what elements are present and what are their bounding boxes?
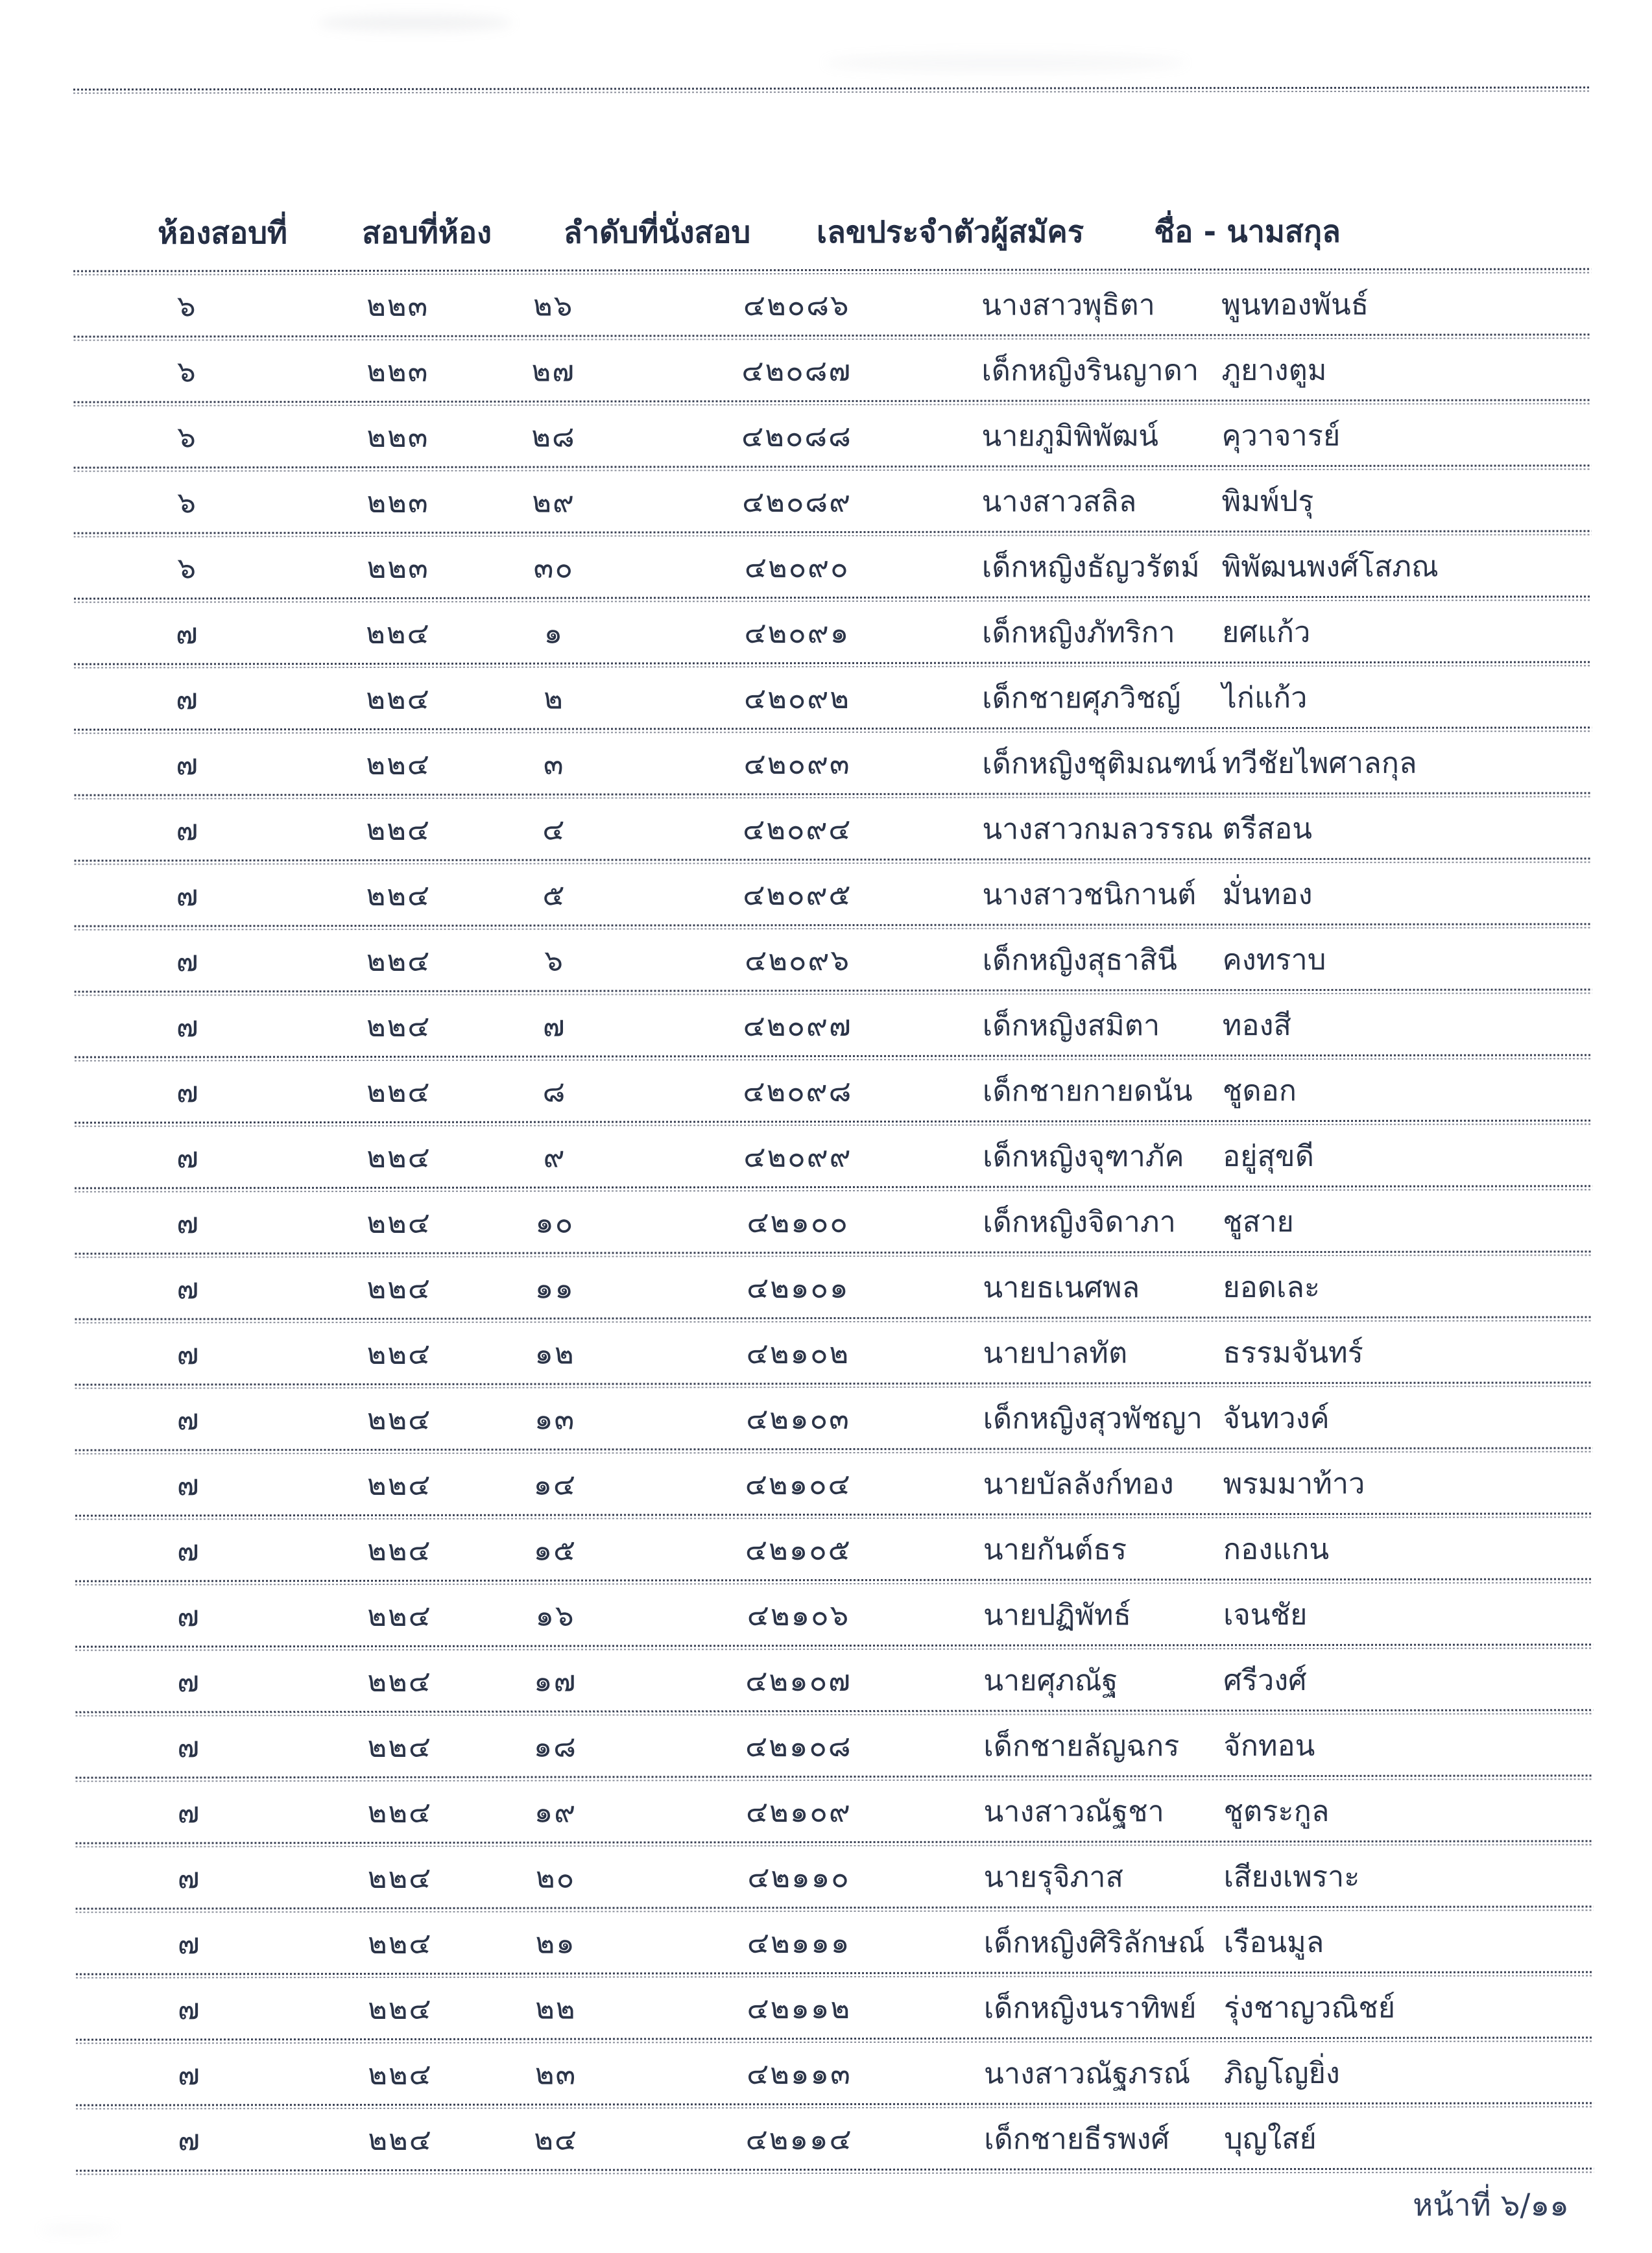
table-row [75,1649,1593,1711]
last-name-cell: รุ่งชาญวณิชย์ [1223,1990,1396,2025]
last-name-cell: ชูตระกูล [1223,1793,1330,1828]
first-name-cell: เด็กหญิงศิริลักษณ์ [983,1924,1205,1960]
exam-room-cell: ๒๒๔ [366,1205,431,1240]
exam-room-cell: ๒๒๓ [366,353,429,388]
applicant-id-cell: ๔๒๐๙๘ [743,1073,853,1108]
seat-cell: ๑๘ [533,1729,578,1764]
applicant-id-cell: ๔๒๐๙๑ [744,615,850,650]
applicant-id-cell: ๔๒๑๐๒ [746,1335,850,1370]
seat-cell: ๒๓ [534,2056,577,2092]
seat-cell: ๒๗ [531,353,576,388]
applicant-id-cell: ๔๒๐๙๗ [743,1008,852,1043]
table-row [74,535,1592,597]
exam-room-cell: ๒๒๔ [366,812,431,847]
last-name-cell: พรมมาท้าว [1223,1466,1365,1501]
table-row [75,1387,1593,1449]
table-row [75,1452,1593,1514]
exam-room-cell: ๒๒๔ [366,746,431,781]
exam-room-cell: ๒๒๔ [367,1598,432,1633]
first-name-cell: เด็กหญิงสุวพัชญา [983,1400,1203,1436]
first-name-cell: เด็กหญิงสุธาสินี [982,942,1177,977]
applicant-id-cell: ๔๒๑๐๘ [745,1728,852,1763]
first-name-cell: เด็กหญิงนราทิพย์ [983,1990,1197,2025]
room-cell: ๗ [177,1991,201,2026]
first-name-cell: เด็กหญิงรินญาดา [981,352,1199,388]
room-cell: ๖ [177,353,197,388]
seat-cell: ๒๒ [535,1991,577,2026]
table-body [73,273,1594,2175]
first-name-cell: เด็กหญิงจุฑาภัค [983,1138,1184,1174]
exam-room-cell: ๒๒๔ [366,943,431,978]
seat-cell: ๒๘ [531,419,576,454]
applicant-id-cell: ๔๒๑๑๔ [745,2121,853,2156]
table-row [73,404,1591,466]
seat-cell: ๔ [542,812,566,847]
seat-cell: ๑๓ [534,1401,576,1436]
page-number: หน้าที่ ๖/๑๑ [1413,2187,1569,2223]
applicant-id-cell: ๔๒๑๑๒ [747,1990,852,2025]
exam-room-cell: ๒๒๔ [368,1925,433,1961]
first-name-cell: นางสาวณัฐชา [983,1793,1164,1829]
applicant-id-cell: ๔๒๐๙๔ [743,811,852,846]
exam-room-cell: ๒๒๔ [366,1008,431,1043]
applicant-id-cell: ๔๒๑๐๓ [746,1401,850,1436]
first-name-cell: นางสาวณัฐภรณ์ [983,2055,1191,2091]
table-row [76,2107,1594,2169]
first-name-cell: นายภูมิพิพัฒน์ [981,418,1159,453]
table-header-row [73,91,1591,270]
room-cell: ๖ [177,419,197,454]
seat-cell: ๑๖ [535,1598,575,1633]
applicant-id-cell: ๔๒๑๐๗ [745,1663,852,1698]
exam-room-cell: ๒๒๔ [366,1401,432,1436]
first-name-cell: นายปาลทัต [983,1335,1128,1370]
table-row [75,1714,1593,1776]
seat-cell: ๒๖ [533,288,574,323]
seat-cell: ๑๒ [534,1336,575,1371]
column-header-applicant-id: เลขประจำตัวผู้สมัคร [816,214,1084,251]
last-name-cell: จักทอน [1223,1728,1315,1763]
table-row [74,797,1592,859]
applicant-id-cell: ๔๒๐๙๒ [744,680,851,715]
table-row [75,928,1592,990]
applicant-id-cell: ๔๒๑๐๙ [746,1794,852,1829]
applicant-id-cell: ๔๒๐๙๕ [743,877,852,912]
first-name-cell: นางสาวพุธิตา [981,287,1155,322]
first-name-cell: เด็กชายธีรพงศ์ [984,2121,1170,2156]
first-name-cell: เด็กหญิงชุติมณฑน์ [982,745,1217,781]
room-cell: ๗ [176,812,200,847]
applicant-id-cell: ๔๒๑๐๐ [747,1204,849,1239]
table-row [76,1976,1594,2038]
exam-room-cell: ๒๒๔ [366,615,431,650]
last-name-cell: ยอดเละ [1223,1269,1321,1304]
table-row [76,1911,1594,1973]
room-cell: ๖ [177,484,197,519]
table-row [74,666,1592,728]
last-name-cell: มั่นทอง [1222,876,1313,911]
exam-room-cell: ๒๒๔ [366,1270,432,1305]
seat-cell: ๓๐ [533,550,574,585]
room-cell: ๗ [176,1532,200,1568]
table-row [74,863,1592,925]
seat-cell: ๑๑ [534,1270,575,1305]
exam-room-cell: ๒๒๔ [366,1074,431,1109]
applicant-id-cell: ๔๒๐๘๘ [741,418,852,453]
room-cell: ๗ [177,1860,201,1895]
seat-cell: ๒ [544,681,564,716]
room-cell: ๗ [177,1598,201,1633]
last-name-cell: พูนทองพันธ์ [1221,287,1369,322]
table-row [73,339,1591,401]
applicant-id-cell: ๔๒๐๙๐ [744,549,850,584]
seat-cell: ๑๙ [534,1794,577,1830]
applicant-id-cell: ๔๒๑๐๑ [747,1270,850,1305]
last-name-cell: เรือนมูล [1223,1924,1324,1959]
seat-cell: ๓ [543,746,565,781]
exam-room-cell: ๒๒๔ [367,1663,432,1699]
applicant-id-cell: ๔๒๑๐๕ [745,1532,852,1567]
room-cell: ๖ [176,288,197,323]
exam-room-cell: ๒๒๔ [366,877,431,912]
room-cell: ๖ [177,550,198,585]
seat-cell: ๑ [544,615,564,650]
first-name-cell: นายกันต์ธร [983,1531,1127,1567]
exam-room-cell: ๒๒๔ [367,1794,433,1830]
table-row [75,1256,1592,1318]
last-name-cell: อยู่สุขดี [1223,1138,1314,1173]
applicant-id-cell: ๔๒๐๘๖ [743,287,850,322]
seat-cell: ๘ [542,1074,567,1109]
exam-room-cell: ๒๒๔ [366,1139,431,1174]
exam-room-cell: ๒๒๔ [366,681,431,716]
last-name-cell: ชูดอก [1222,1073,1297,1108]
room-cell: ๗ [177,1925,201,1961]
table-row [74,601,1592,663]
exam-room-cell: ๒๒๔ [368,1991,433,2026]
applicant-id-cell: ๔๒๑๐๖ [747,1597,850,1632]
last-name-cell: ยศแก้ว [1221,614,1311,649]
seat-cell: ๕ [542,877,566,912]
room-cell: ๗ [175,615,199,650]
last-name-cell: บุญใสย์ [1224,2121,1317,2156]
room-cell: ๗ [176,1008,200,1043]
room-cell: ๗ [177,1794,201,1830]
applicant-id-cell: ๔๒๐๙๓ [743,746,851,781]
room-cell: ๗ [176,1074,200,1109]
exam-room-cell: ๒๒๓ [366,550,429,585]
applicant-id-cell: ๔๒๐๙๙ [743,1139,852,1174]
applicant-id-cell: ๔๒๑๑๐ [747,1859,850,1894]
table-row [75,1125,1592,1187]
first-name-cell: นายปฏิพัทธ์ [983,1597,1132,1632]
exam-room-cell: ๒๒๔ [366,1336,432,1371]
first-name-cell: นายรุจิภาส [983,1859,1123,1894]
applicant-id-cell: ๔๒๐๘๗ [741,353,852,388]
table-row [75,1780,1593,1842]
room-cell: ๗ [178,2122,202,2157]
room-cell: ๗ [176,746,200,781]
exam-room-cell: ๒๒๓ [366,288,429,323]
last-name-cell: ภิญโญยิ่ง [1223,2055,1340,2090]
exam-room-cell: ๒๒๔ [367,1860,433,1895]
first-name-cell: เด็กหญิงภัทริกา [981,614,1175,650]
last-name-cell: กองแกน [1223,1531,1330,1566]
first-name-cell: เด็กหญิงสมิตา [982,1007,1160,1043]
seat-cell: ๑๕ [533,1532,577,1568]
table-row [75,1583,1593,1645]
seat-cell: ๒๐ [535,1860,576,1895]
room-cell: ๗ [176,681,200,716]
applicant-id-cell: ๔๒๐๙๖ [745,942,851,977]
seat-cell: ๑๗ [533,1663,577,1699]
first-name-cell: นายศุภณัฐ [983,1662,1118,1698]
first-name-cell: เด็กชายศุภวิชญ์ [982,680,1181,715]
column-header-seat-order: ลำดับที่นั่งสอบ [563,215,751,251]
room-cell: ๗ [176,1270,200,1305]
applicant-id-cell: ๔๒๐๘๙ [742,484,852,519]
column-header-name-surname: ชื่อ - นามสกุล [1154,213,1341,250]
scan-smudge [39,2224,117,2235]
last-name-cell: ไก่แก้ว [1222,680,1308,715]
table-row [75,1059,1592,1121]
exam-seating-table [73,86,1594,2175]
last-name-cell: เสียงเพราะ [1223,1859,1360,1894]
seat-cell: ๑๐ [535,1205,575,1240]
table-row [75,1321,1592,1383]
first-name-cell: นายธเนศพล [983,1269,1140,1305]
exam-room-cell: ๒๒๔ [368,2056,433,2092]
table-row [75,1518,1593,1580]
room-cell: ๗ [177,1663,201,1699]
first-name-cell: เด็กชายกายดนัน [982,1073,1193,1108]
last-name-cell: ทองสี [1222,1007,1291,1042]
seat-cell: ๒๑ [535,1925,576,1961]
table-row [76,1845,1594,1907]
seat-cell: ๒๙ [532,484,575,519]
seat-cell: ๙ [543,1139,566,1174]
last-name-cell: ภูยางตูม [1221,352,1327,387]
last-name-cell: ชูสาย [1223,1204,1294,1239]
column-header-exam-at-room: สอบที่ห้อง [362,215,492,252]
exam-room-cell: ๒๒๔ [367,1729,433,1764]
table-row [74,732,1592,794]
applicant-id-cell: ๔๒๑๑๑ [747,1925,851,1960]
last-name-cell: เจนชัย [1223,1597,1308,1632]
exam-room-cell: ๒๒๔ [367,1532,432,1568]
first-name-cell: นางสาวชนิกานต์ [982,876,1197,912]
last-name-cell: คุวาจารย์ [1221,418,1341,453]
first-name-cell: นางสาวกมลวรรณ [982,811,1214,846]
scan-smudge [318,14,512,31]
table-row [74,470,1592,532]
room-cell: ๗ [176,1336,200,1371]
first-name-cell: นางสาวสลิล [981,483,1137,519]
last-name-cell: พิพัฒนพงศ์โสภณ [1221,549,1439,584]
room-cell: ๗ [176,1205,200,1240]
scan-smudge [824,53,1187,73]
last-name-cell: ศรีวงศ์ [1223,1662,1307,1697]
seat-cell: ๑๔ [533,1467,577,1502]
seat-cell: ๖ [544,943,564,978]
last-name-cell: พิมพ์ปรุ [1221,483,1314,518]
last-name-cell: ทวีชัยไพศาลกุล [1222,745,1417,780]
last-name-cell: ตรีสอน [1222,811,1313,846]
first-name-cell: เด็กหญิงธัญวรัตม์ [981,549,1200,584]
column-header-room: ห้องสอบที่ [158,215,288,252]
table-row [75,994,1592,1056]
exam-room-cell: ๒๒๔ [368,2122,433,2157]
last-name-cell: ธรรมจันทร์ [1223,1335,1363,1370]
room-cell: ๗ [176,1139,200,1174]
room-cell: ๗ [177,1729,201,1764]
first-name-cell: เด็กชายลัญฉกร [983,1728,1180,1763]
exam-room-cell: ๒๒๔ [367,1467,432,1502]
last-name-cell: คงทราบ [1222,942,1326,977]
room-cell: ๗ [176,943,200,978]
seat-cell: ๒๔ [534,2122,579,2157]
room-cell: ๗ [176,1401,200,1436]
table-row [73,273,1591,335]
table-row [75,1190,1592,1252]
room-cell: ๗ [176,1467,200,1502]
last-name-cell: จันทวงค์ [1223,1400,1330,1435]
room-cell: ๗ [178,2056,201,2092]
applicant-id-cell: ๔๒๑๐๔ [745,1466,852,1501]
first-name-cell: นายบัลลังก์ทอง [983,1466,1174,1501]
applicant-id-cell: ๔๒๑๑๓ [747,2056,852,2091]
table-row [76,2042,1594,2104]
first-name-cell: เด็กหญิงจิดาภา [983,1204,1176,1239]
exam-room-cell: ๒๒๓ [366,419,429,454]
exam-room-cell: ๒๒๓ [366,484,429,519]
room-cell: ๗ [176,877,200,912]
seat-cell: ๗ [542,1008,566,1043]
